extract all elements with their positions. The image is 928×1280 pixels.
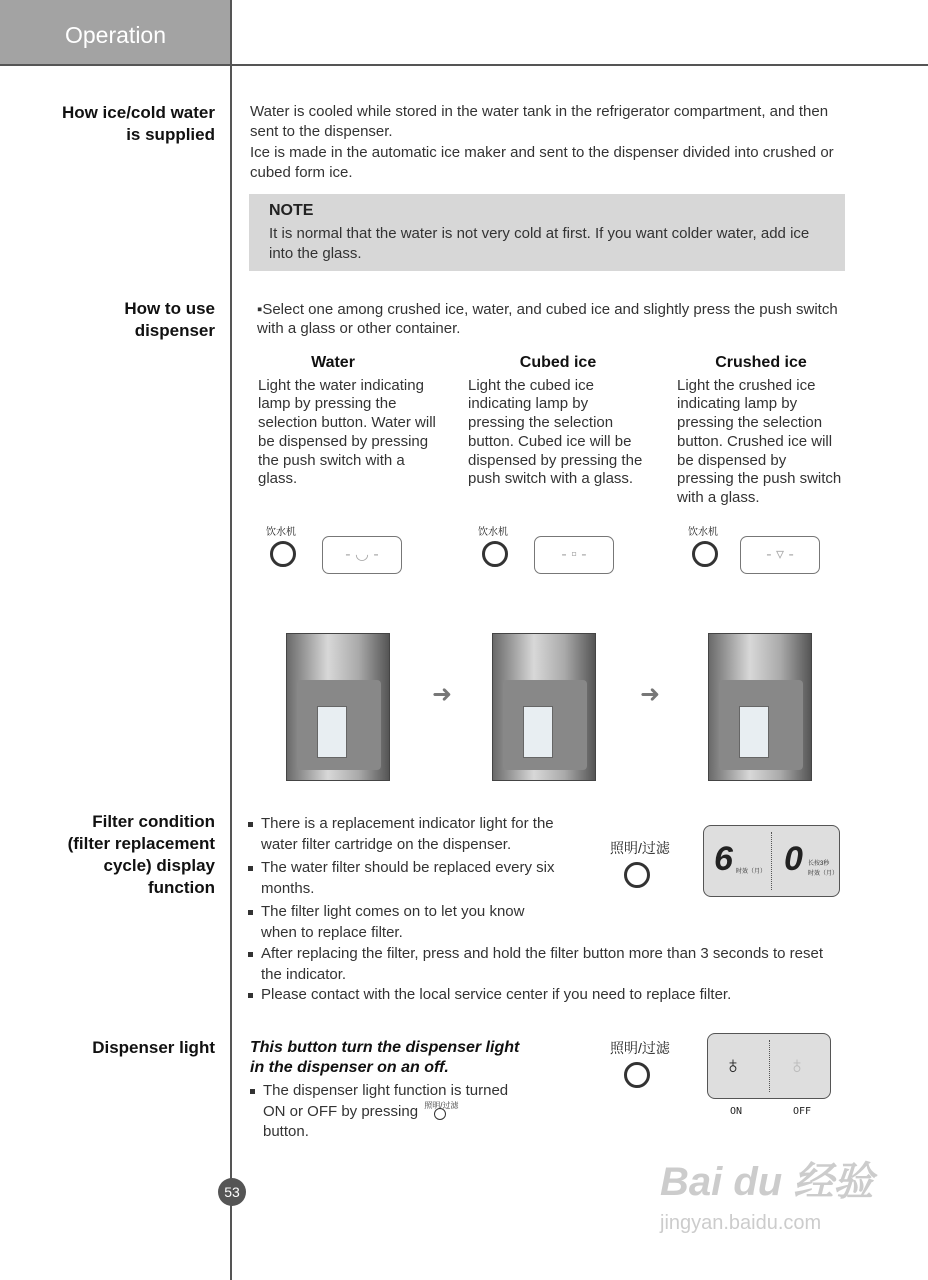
- light-off-icon: ♁: [788, 1052, 806, 1079]
- dispenser-crushed-image: [708, 633, 812, 781]
- inline-button-icon: [422, 1102, 462, 1122]
- divider: [230, 0, 232, 1280]
- arrow-right-icon: ➜: [640, 681, 661, 708]
- button-label: 照明/过滤: [610, 840, 670, 856]
- on-label: ON: [730, 1106, 743, 1117]
- reset-digit: 0: [784, 840, 803, 878]
- watermark-logo: Bai du 经验: [660, 1160, 874, 1204]
- crushed-ice-lamp-icon: - ▿ -: [740, 536, 820, 574]
- display-caption: 长按3秒: [808, 861, 830, 867]
- button-label: 饮水机: [266, 527, 296, 538]
- filter-display: [703, 825, 840, 897]
- selection-button[interactable]: [692, 541, 718, 567]
- light-bullets: [250, 1081, 525, 1143]
- crushed-selector[interactable]: [688, 523, 888, 603]
- column-water: [258, 354, 438, 489]
- page-number: 53: [218, 1178, 246, 1206]
- column-crushed: [677, 354, 845, 508]
- button-label: 饮水机: [478, 527, 508, 538]
- divider: [0, 64, 928, 66]
- light-button-ring[interactable]: [624, 1062, 650, 1088]
- light-display: [707, 1033, 831, 1099]
- header-title: Operation: [65, 22, 167, 48]
- water-lamp-icon: - ◡ -: [322, 536, 402, 574]
- column-text: Light the crushed ice indicating lamp by pressing the selection button. Crushed ice will be dispensed by pressing the push switch with a glass.: [677, 376, 842, 506]
- button-label: 照明/过滤: [424, 1100, 459, 1110]
- cubed-selector[interactable]: [478, 523, 678, 603]
- bullet-text: button.: [263, 1123, 309, 1140]
- column-text: Light the water indicating lamp by pressing the selection button. Water will be dispensed by pressing the push switch with a glass.: [258, 376, 436, 488]
- filter-bullets-wide: [248, 944, 828, 1006]
- list-item: There is a replacement indicator light for the water filter cartridge on the dispenser.: [248, 814, 563, 855]
- selection-button[interactable]: [270, 541, 296, 567]
- dispenser-water-image: [286, 633, 390, 781]
- light-heading: This button turn the dispenser light in the dispenser on an off.: [250, 1039, 520, 1076]
- note-box: [249, 194, 845, 271]
- column-title: Crushed ice: [715, 354, 807, 371]
- light-on-icon: ♁: [724, 1052, 742, 1079]
- label-light: Dispenser light: [92, 1038, 215, 1057]
- supply-p2: Ice is made in the automatic ice maker and sent to the dispenser divided into crushed or cubed form ice.: [250, 144, 834, 181]
- column-title: Cubed ice: [519, 354, 597, 371]
- display-caption: 时效（月）: [808, 871, 839, 877]
- column-text: Light the cubed ice indicating lamp by pressing the selection button. Cubed ice will be dispensed by pressing the push switch with a glass.: [468, 376, 643, 488]
- column-title: Water: [311, 354, 355, 371]
- list-item: The filter light comes on to let you know when to replace filter.: [248, 902, 563, 943]
- section-header: [0, 0, 230, 64]
- water-selector[interactable]: [266, 523, 466, 603]
- arrow-right-icon: ➜: [432, 681, 453, 708]
- use-intro-text: Select one among crushed ice, water, and cubed ice and slightly press the push switch with a glass or other container.: [257, 301, 838, 337]
- selection-button[interactable]: [482, 541, 508, 567]
- dispenser-cubed-image: [492, 633, 596, 781]
- watermark-url: jingyan.baidu.com: [660, 1212, 822, 1234]
- months-digit: 6: [714, 840, 733, 878]
- cubed-ice-lamp-icon: - ▫ -: [534, 536, 614, 574]
- button-label: 饮水机: [688, 527, 718, 538]
- list-item: [250, 1081, 525, 1143]
- list-item: The water filter should be replaced every six months.: [248, 858, 563, 899]
- display-caption: 时效（月）: [736, 869, 767, 875]
- use-intro: ▪Select one among crushed ice, water, and cubed ice and slightly press the push switch with a glass or other container.: [257, 301, 838, 337]
- filter-button-ring[interactable]: [624, 862, 650, 888]
- button-label: 照明/过滤: [610, 1040, 670, 1056]
- column-cubed: [468, 354, 648, 489]
- bullet-text: The dispenser light function is turned ON or OFF by pressing: [263, 1082, 509, 1120]
- note-text: It is normal that the water is not very cold at first. If you want colder water, add ice into the glass.: [269, 225, 810, 262]
- label-supply: How ice/cold water is supplied: [61, 103, 215, 144]
- list-item: After replacing the filter, press and hold the filter button more than 3 seconds to reset the indicator.: [248, 944, 828, 985]
- note-title: NOTE: [269, 202, 314, 219]
- off-label: OFF: [793, 1106, 812, 1117]
- filter-bullets: [248, 814, 563, 943]
- list-item: Please contact with the local service center if you need to replace filter.: [248, 985, 828, 1006]
- supply-p1: Water is cooled while stored in the water tank in the refrigerator compartment, and then sent to the dispenser.: [250, 103, 829, 140]
- label-filter: Filter condition (filter replacement cycle) display function: [67, 812, 215, 897]
- label-use: How to use dispenser: [124, 299, 215, 340]
